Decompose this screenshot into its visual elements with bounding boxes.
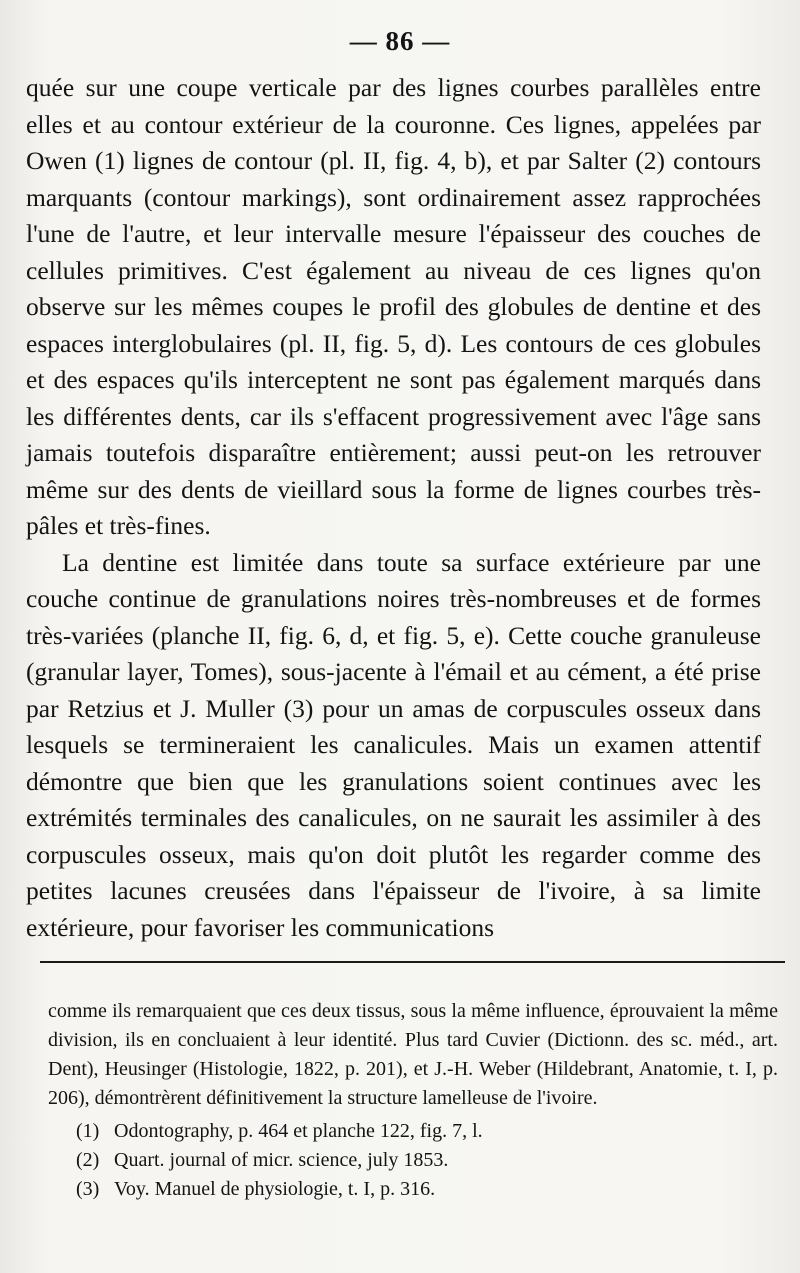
reference-number: (2) (76, 1149, 100, 1171)
reference-text: Odontography, p. 464 et planche 122, fig. 7, l. (114, 1120, 483, 1142)
reference-number: (1) (76, 1120, 100, 1142)
reference-text: Voy. Manuel de physiologie, t. I, p. 316. (114, 1178, 436, 1200)
footnote-continuation: comme ils remarquaient que ces deux tissus, sous la même influence, éprouvaient la même division, ils en concluaient à leur identité. Plus tard Cuvier (Dictionn. des sc. méd., art. Dent), Heusinger (Histologie, 1822, p. 201), et J.-H. Weber (Hildebrant, Anatomie, t. I, p. 206), démontrèrent définitivement la structure lamelleuse de l'ivoire. (48, 1000, 778, 1109)
reference-list (48, 1117, 778, 1204)
main-text (26, 70, 761, 946)
body-paragraph-2: La dentine est limitée dans toute sa surface extérieure par une couche continue de granulations noires très-nombreuses et de formes très-variées (planche II, fig. 6, d, et fig. 5, e). Cette couche granuleuse (granular layer, Tomes), sous-jacente à l'émail et au cément, a été prise par Retzius et J. Muller (3) pour un amas de corpuscules osseux dans lesquels se termineraient les canalicules. Mais un examen attentif démontre que bien que les granulations soient continues avec les extrémités terminales des canalicules, on ne saurait les assimiler à des corpuscules osseux, mais qu'on doit plutôt les regarder comme des petites lacunes creusées dans l'épaisseur de l'ivoire, à sa limite extérieure, pour favoriser les communications (26, 547, 761, 942)
footnote-separator (40, 961, 785, 963)
reference-number: (3) (76, 1178, 100, 1200)
reference-item (48, 1146, 778, 1175)
footnotes (48, 997, 778, 1204)
reference-item (48, 1175, 778, 1204)
reference-text: Quart. journal of micr. science, july 1853. (114, 1149, 449, 1171)
body-paragraph-1: quée sur une coupe verticale par des lignes courbes parallèles entre elles et au contour extérieur de la couronne. Ces lignes, appelées par Owen (1) lignes de contour (pl. II, fig. 4, b), et par Salter (2) contours marquants (contour markings), sont ordinairement assez rapprochées l'une de l'autre, et leur intervalle mesure l'épaisseur des couches de cellules primitives. C'est également au niveau de ces lignes qu'on observe sur les mêmes coupes le profil des globules de dentine et des espaces interglobulaires (pl. II, fig. 5, d). Les contours de ces globules et des espaces qu'ils interceptent ne sont pas également marqués dans les différentes dents, car ils s'effacent progressivement avec l'âge sans jamais toutefois disparaître entièrement; aussi peut-on les retrouver même sur des dents de vieillard sous la forme de lignes courbes très-pâles et très-fines. (26, 73, 761, 540)
page-number: — 86 — (349, 26, 451, 56)
reference-item (48, 1117, 778, 1146)
